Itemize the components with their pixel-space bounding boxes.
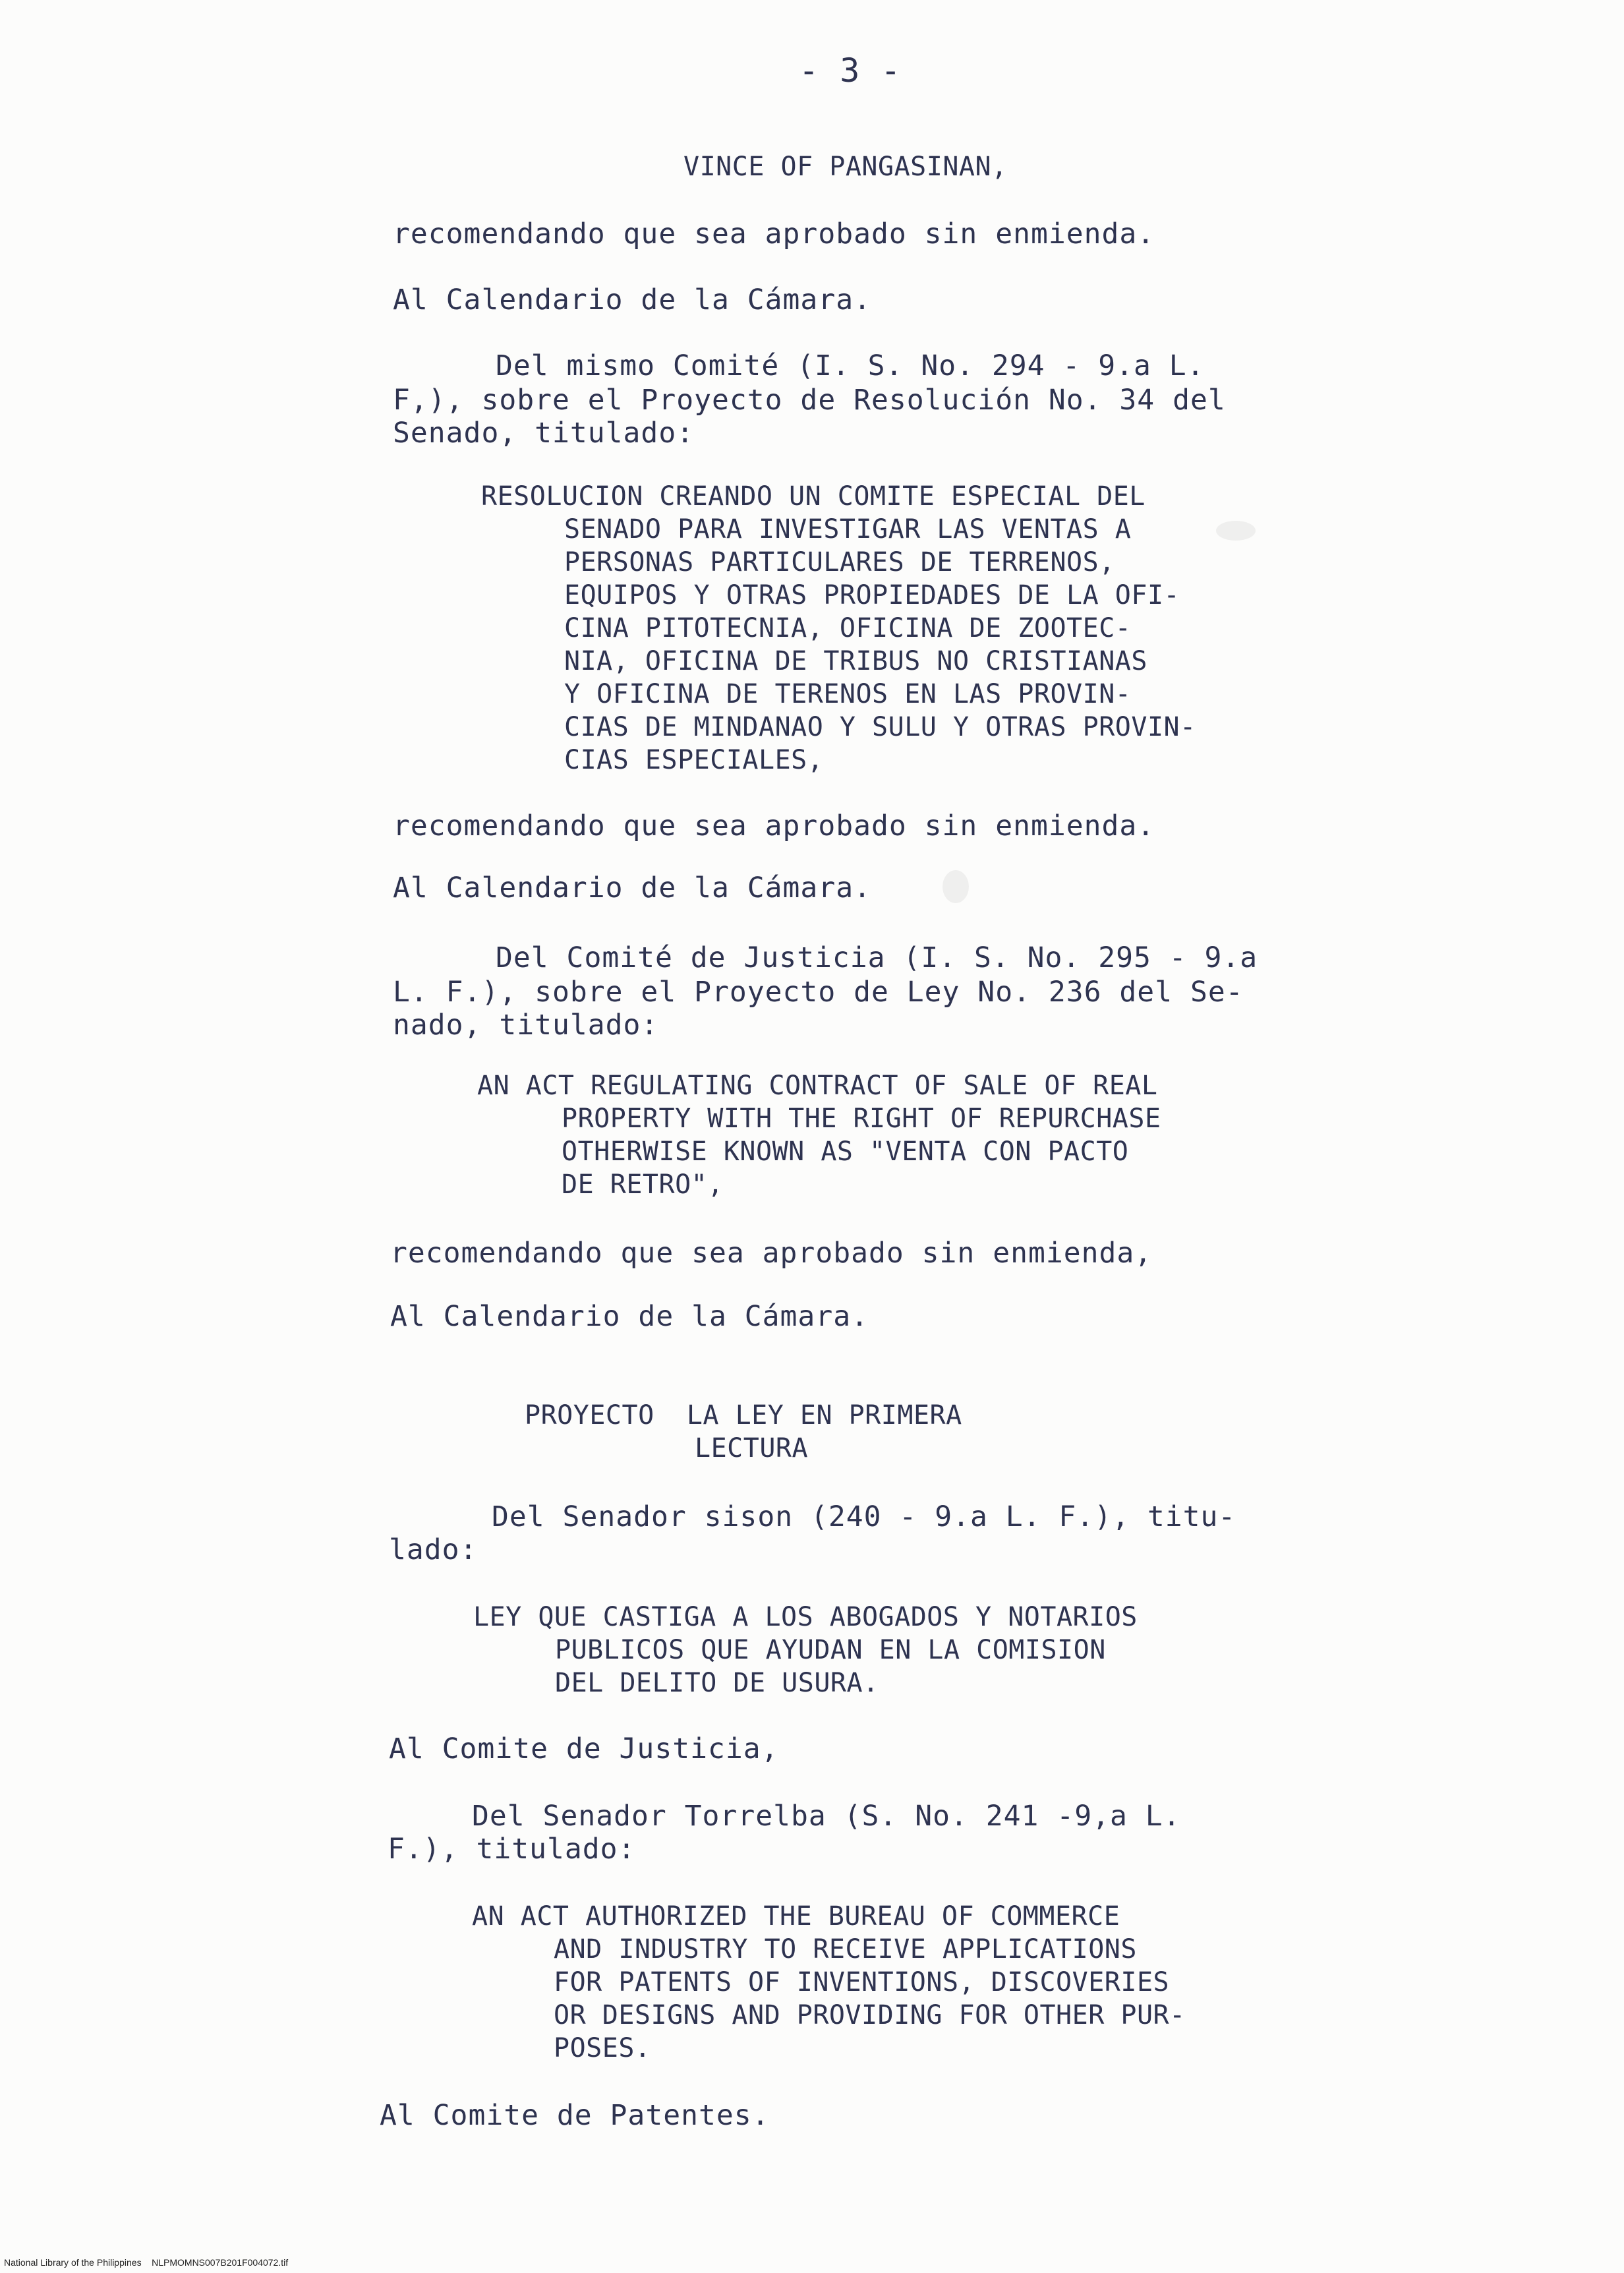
bill-title-line: CINA PITOTECNIA, OFICINA DE ZOOTEC- (564, 613, 1132, 643)
recommendation-line: recomendando que sea aprobado sin enmienda, (390, 1237, 1153, 1270)
bill-title-line: Y OFICINA DE TERENOS EN LAS PROVIN- (564, 679, 1132, 709)
committee-report-line: L. F.), sobre el Proyecto de Ley No. 236 del Se- (393, 976, 1244, 1009)
committee-report-line: nado, titulado: (393, 1009, 659, 1042)
referral-line: Al Calendario de la Cámara. (393, 871, 871, 904)
bill-title-line: NIA, OFICINA DE TRIBUS NO CRISTIANAS (564, 646, 1147, 676)
bill-title-line: FOR PATENTS OF INVENTIONS, DISCOVERIES (554, 1967, 1170, 1997)
referral-line: Al Calendario de la Cámara. (390, 1300, 869, 1333)
referral-line: Al Comite de Patentes. (380, 2099, 770, 2132)
bill-intro-line: F.), titulado: (388, 1833, 636, 1866)
bill-title-line: LEY QUE CASTIGA A LOS ABOGADOS Y NOTARIOS (473, 1602, 1138, 1632)
bill-title-line: CIAS ESPECIALES, (564, 745, 824, 775)
section-heading: PROYECTO LA LEY EN PRIMERA (525, 1400, 962, 1431)
bill-title-line: PUBLICOS QUE AYUDAN EN LA COMISION (555, 1635, 1106, 1665)
bill-title-line: AN ACT REGULATING CONTRACT OF SALE OF REAL (477, 1071, 1158, 1101)
scan-footer-label: National Library of the Philippines NLPMOMNS007B201F004072.tif (4, 2257, 289, 2268)
committee-report-line: Del mismo Comité (I. S. No. 294 - 9.a L. (496, 349, 1205, 382)
paper-stain (1216, 521, 1256, 541)
bill-title-line: POSES. (554, 2033, 651, 2063)
recommendation-line: recomendando que sea aprobado sin enmienda. (393, 218, 1155, 251)
heading-continuation: VINCE OF PANGASINAN, (683, 152, 1008, 182)
committee-report-line: F,), sobre el Proyecto de Resolución No. 34 del (393, 384, 1226, 417)
bill-title-line: OR DESIGNS AND PROVIDING FOR OTHER PUR- (554, 2000, 1186, 2030)
bill-title-line: CIAS DE MINDANAO Y SULU Y OTRAS PROVIN- (564, 712, 1196, 742)
bill-title-line: SENADO PARA INVESTIGAR LAS VENTAS A (564, 514, 1132, 545)
bill-title-line: AND INDUSTRY TO RECEIVE APPLICATIONS (554, 1934, 1137, 1964)
bill-title-line: PROPERTY WITH THE RIGHT OF REPURCHASE (562, 1104, 1161, 1134)
paper-stain (942, 870, 969, 903)
referral-line: Al Comite de Justicia, (389, 1732, 779, 1765)
page-number: - 3 - (799, 51, 902, 90)
bill-intro-line: Del Senador Torrelba (S. No. 241 -9,a L. (472, 1800, 1181, 1833)
bill-title-line: DEL DELITO DE USURA. (555, 1668, 879, 1698)
recommendation-line: recomendando que sea aprobado sin enmienda. (393, 810, 1155, 842)
bill-title-line: RESOLUCION CREANDO UN COMITE ESPECIAL DEL (481, 481, 1146, 512)
referral-line: Al Calendario de la Cámara. (393, 283, 871, 316)
bill-title-line: PERSONAS PARTICULARES DE TERRENOS, (564, 547, 1115, 577)
bill-title-line: AN ACT AUTHORIZED THE BUREAU OF COMMERCE (472, 1901, 1120, 1932)
bill-intro-line: Del Senador sison (240 - 9.a L. F.), titu- (492, 1500, 1236, 1533)
committee-report-line: Del Comité de Justicia (I. S. No. 295 - 9.a (496, 941, 1258, 974)
bill-title-line: OTHERWISE KNOWN AS "VENTA CON PACTO (562, 1136, 1129, 1167)
committee-report-line: Senado, titulado: (393, 417, 695, 450)
section-heading: LECTURA (695, 1433, 809, 1463)
bill-title-line: DE RETRO", (562, 1169, 724, 1200)
bill-intro-line: lado: (389, 1533, 478, 1566)
bill-title-line: EQUIPOS Y OTRAS PROPIEDADES DE LA OFI- (564, 580, 1180, 610)
